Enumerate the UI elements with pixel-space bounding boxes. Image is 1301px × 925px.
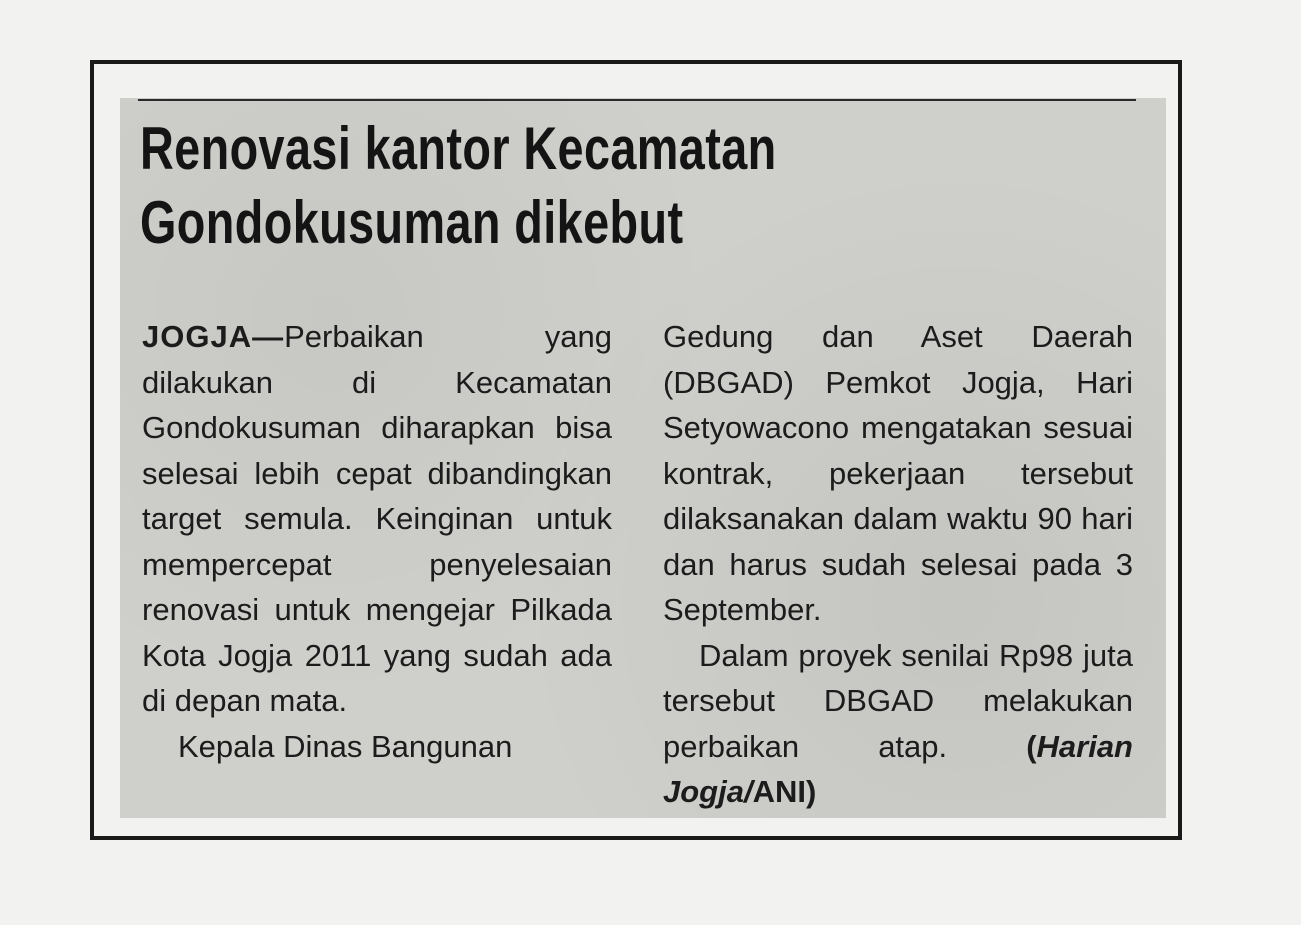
source-close-paren: ) — [805, 774, 817, 809]
article-column-right — [663, 314, 1133, 815]
paragraph-3 — [663, 633, 1133, 815]
paragraph-3-text: Dalam proyek senilai Rp98 juta tersebut DBGAD melakukan perbaikan atap. — [663, 637, 1133, 764]
dateline: JOGJA — [142, 319, 253, 354]
article-column-left — [142, 314, 612, 769]
paragraph-1 — [142, 314, 612, 724]
paragraph-1-text: Perbaikan yang dilakukan di Kecamatan Gondokusuman diharapkan bisa selesai lebih cepat dibandingkan target semula. Keinginan untuk mempercepat penyelesaian renovasi untuk mengejar Pilkada Kota Jogja 2011 yang sudah ada di depan mata. — [142, 319, 612, 718]
paragraph-2-continued: Gedung dan Aset Daerah (DBGAD) Pemkot Jogja, Hari Setyowacono mengatakan sesuai kontrak, pekerjaan tersebut dilaksanakan dalam waktu 90 hari dan harus sudah selesai pada 3 September. — [663, 319, 1133, 627]
paragraph-2-start: Kepala Dinas Bangunan — [178, 728, 513, 764]
source-author: ANI — [752, 774, 806, 809]
source-slash: / — [743, 774, 753, 809]
source-publication: Harian Jogja — [663, 728, 1133, 809]
source-open-paren: ( — [1026, 728, 1037, 764]
top-rule — [138, 99, 1136, 101]
dateline-dash: — — [252, 319, 285, 354]
headline: Renovasi kantor Kecamatan Gondokusuman dikebut — [140, 115, 777, 256]
